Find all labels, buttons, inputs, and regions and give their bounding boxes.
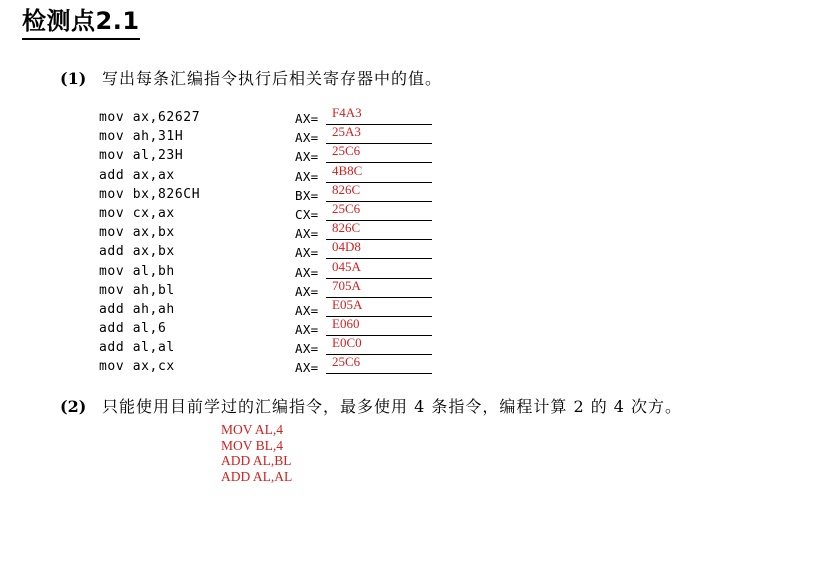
instruction-row [99,258,439,281]
instruction-text: add ax,ax [99,167,175,183]
register-label: AX= [295,360,319,376]
register-label: AX= [295,111,319,126]
register-label: AX= [295,168,319,184]
answer-value: 4B8C [332,162,363,178]
answer-code-line: ADD AL,AL [221,468,293,484]
instruction-row [99,124,439,146]
instruction-text: mov ax,cx [99,359,175,375]
instruction-text: mov al,23H [99,148,184,164]
question-2-answer-code [221,422,292,484]
answer-code-line: MOV BL,4 [221,437,284,453]
register-label: AX= [295,322,319,338]
instruction-row [99,200,439,223]
instruction-text: add al,6 [99,321,167,337]
instruction-row [99,277,439,300]
question-1 [60,68,442,90]
instruction-row [99,105,439,127]
answer-value: E05A [332,296,363,312]
answer-blank-line [326,373,432,374]
register-label: BX= [295,187,319,203]
question-1-text: 写出每条汇编指令执行后相关寄存器中的值。 [102,69,443,88]
register-label: AX= [295,264,319,280]
instruction-row [99,335,439,357]
answer-value: F4A3 [332,105,362,120]
answer-value: 705A [332,277,361,293]
register-label: AX= [295,149,319,165]
register-label: AX= [295,245,319,261]
instruction-text: mov ah,31H [99,129,184,145]
instruction-text: mov ax,bx [99,225,175,241]
answer-value: 04D8 [332,239,361,255]
instruction-row [99,162,439,185]
answer-value: 25C6 [332,143,361,159]
register-label: AX= [295,226,319,242]
instruction-text: add ax,bx [99,244,175,260]
answer-value: 826C [332,181,361,197]
answer-value: 045A [332,258,361,274]
answer-code-line: ADD AL,BL [221,453,292,468]
instruction-text: mov al,bh [99,263,175,279]
answer-value: E060 [332,316,360,332]
answer-value: 25C6 [332,354,361,370]
question-2-text: 只能使用目前学过的汇编指令，最多使用 4 条指令，编程计算 2 的 4 次方。 [102,397,683,416]
register-label: AX= [295,302,319,318]
instruction-row [99,239,439,261]
instruction-text: add al,al [99,340,175,356]
instruction-text: mov ah,bl [99,282,175,298]
instruction-text: mov ax,62627 [99,110,201,125]
instruction-list [99,105,439,377]
answer-value: 25C6 [332,200,361,216]
instruction-row [99,220,439,242]
answer-value: E0C0 [332,335,362,351]
question-2-number: (2) [60,397,87,416]
register-label: AX= [295,341,319,357]
instruction-row [99,354,439,376]
register-label: AX= [295,283,319,299]
answer-code-line: MOV AL,4 [221,422,284,437]
instruction-text: add ah,ah [99,301,175,317]
instruction-text: mov cx,ax [99,205,175,221]
instruction-row [99,316,439,338]
page-title: 检测点2.1 [22,6,140,40]
register-label: CX= [295,206,319,222]
answer-value: 826C [332,220,361,236]
instruction-row [99,181,439,204]
question-1-number: (1) [60,69,87,88]
instruction-text: mov bx,826CH [99,186,201,202]
register-label: AX= [295,130,319,146]
question-2 [60,396,682,418]
instruction-row [99,143,439,165]
answer-value: 25A3 [332,124,361,140]
instruction-row [99,296,439,319]
